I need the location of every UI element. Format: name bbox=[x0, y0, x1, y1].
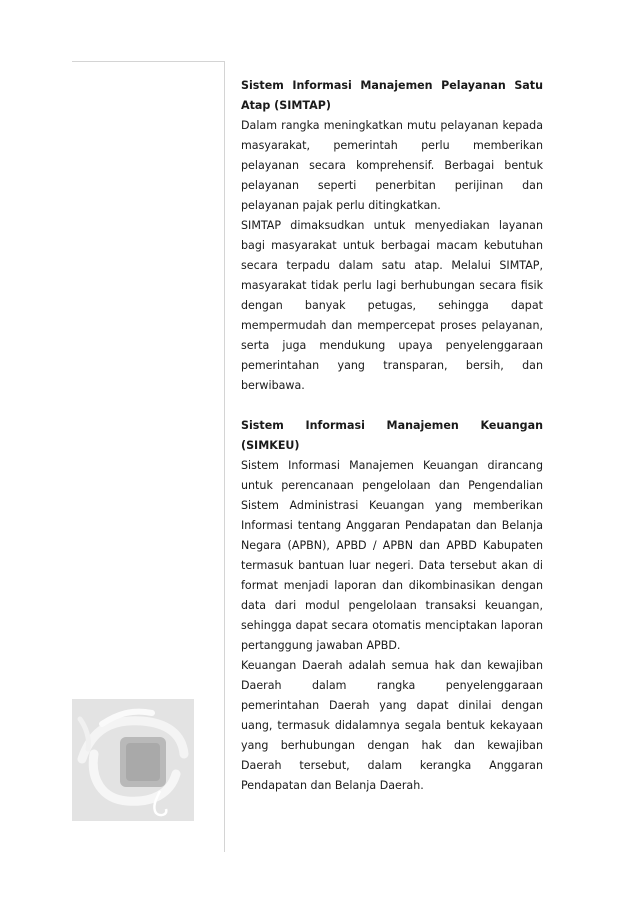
paragraph-simtap-intro: Dalam rangka meningkatkan mutu pelayanan kepada masyarakat, pemerintah perlu memberikan pelayanan secara komprehensif. Berbagai bentuk pelayanan seperti penerbitan perijinan dan pelayanan pajak perlu ditingkatkan. bbox=[241, 119, 543, 212]
section-simtap bbox=[241, 76, 543, 396]
section-simkeu bbox=[241, 416, 543, 796]
paragraph-simkeu-intro: Sistem Informasi Manajemen Keuangan dirancang untuk perencanaan pengelolaan dan Pengendalian Sistem Administrasi Keuangan yang memberikan Informasi tentang Anggaran Pendapatan dan Belanja Negara (APBN), APBD / APBN dan APBD Kabupaten termasuk bantuan luar negeri. Data tersebut akan di format menjadi laporan dan dikombinasikan dengan data dari modul pengelolaan transaksi keuangan, sehingga dapat secara otomatis menciptakan laporan pertanggung jawaban APBD. bbox=[241, 459, 543, 652]
section-spacer bbox=[241, 396, 543, 416]
paragraph-simkeu-keuangan-daerah: Keuangan Daerah adalah semua hak dan kewajiban Daerah dalam rangka penyelenggaraan pemerintahan Daerah yang dapat dinilai dengan uang, termasuk didalamnya segala bentuk kekayaan yang berhubungan dengan hak dan kewajiban Daerah tersebut, dalam kerangka Anggaran Pendapatan dan Belanja Daerah. bbox=[241, 659, 543, 792]
cable-illustration-icon bbox=[72, 699, 194, 821]
document-body bbox=[241, 76, 543, 796]
paragraph-simtap-purpose: SIMTAP dimaksudkan untuk menyediakan layanan bagi masyarakat untuk berbagai macam kebutuhan secara terpadu dalam satu atap. Melalui SIMTAP, masyarakat tidak perlu lagi berhubungan secara fisik dengan banyak petugas, sehingga dapat mempermudah dan mempercepat proses pelayanan, serta juga mendukung upaya penyelenggaraan pemerintahan yang transparan, bersih, dan berwibawa. bbox=[241, 219, 543, 392]
sidebar-panel bbox=[72, 61, 225, 852]
decorative-cable-image bbox=[72, 699, 194, 821]
section-title-simtap: Sistem Informasi Manajemen Pelayanan Satu Atap (SIMTAP) bbox=[241, 79, 543, 112]
section-title-simkeu: Sistem Informasi Manajemen Keuangan (SIMKEU) bbox=[241, 419, 543, 452]
